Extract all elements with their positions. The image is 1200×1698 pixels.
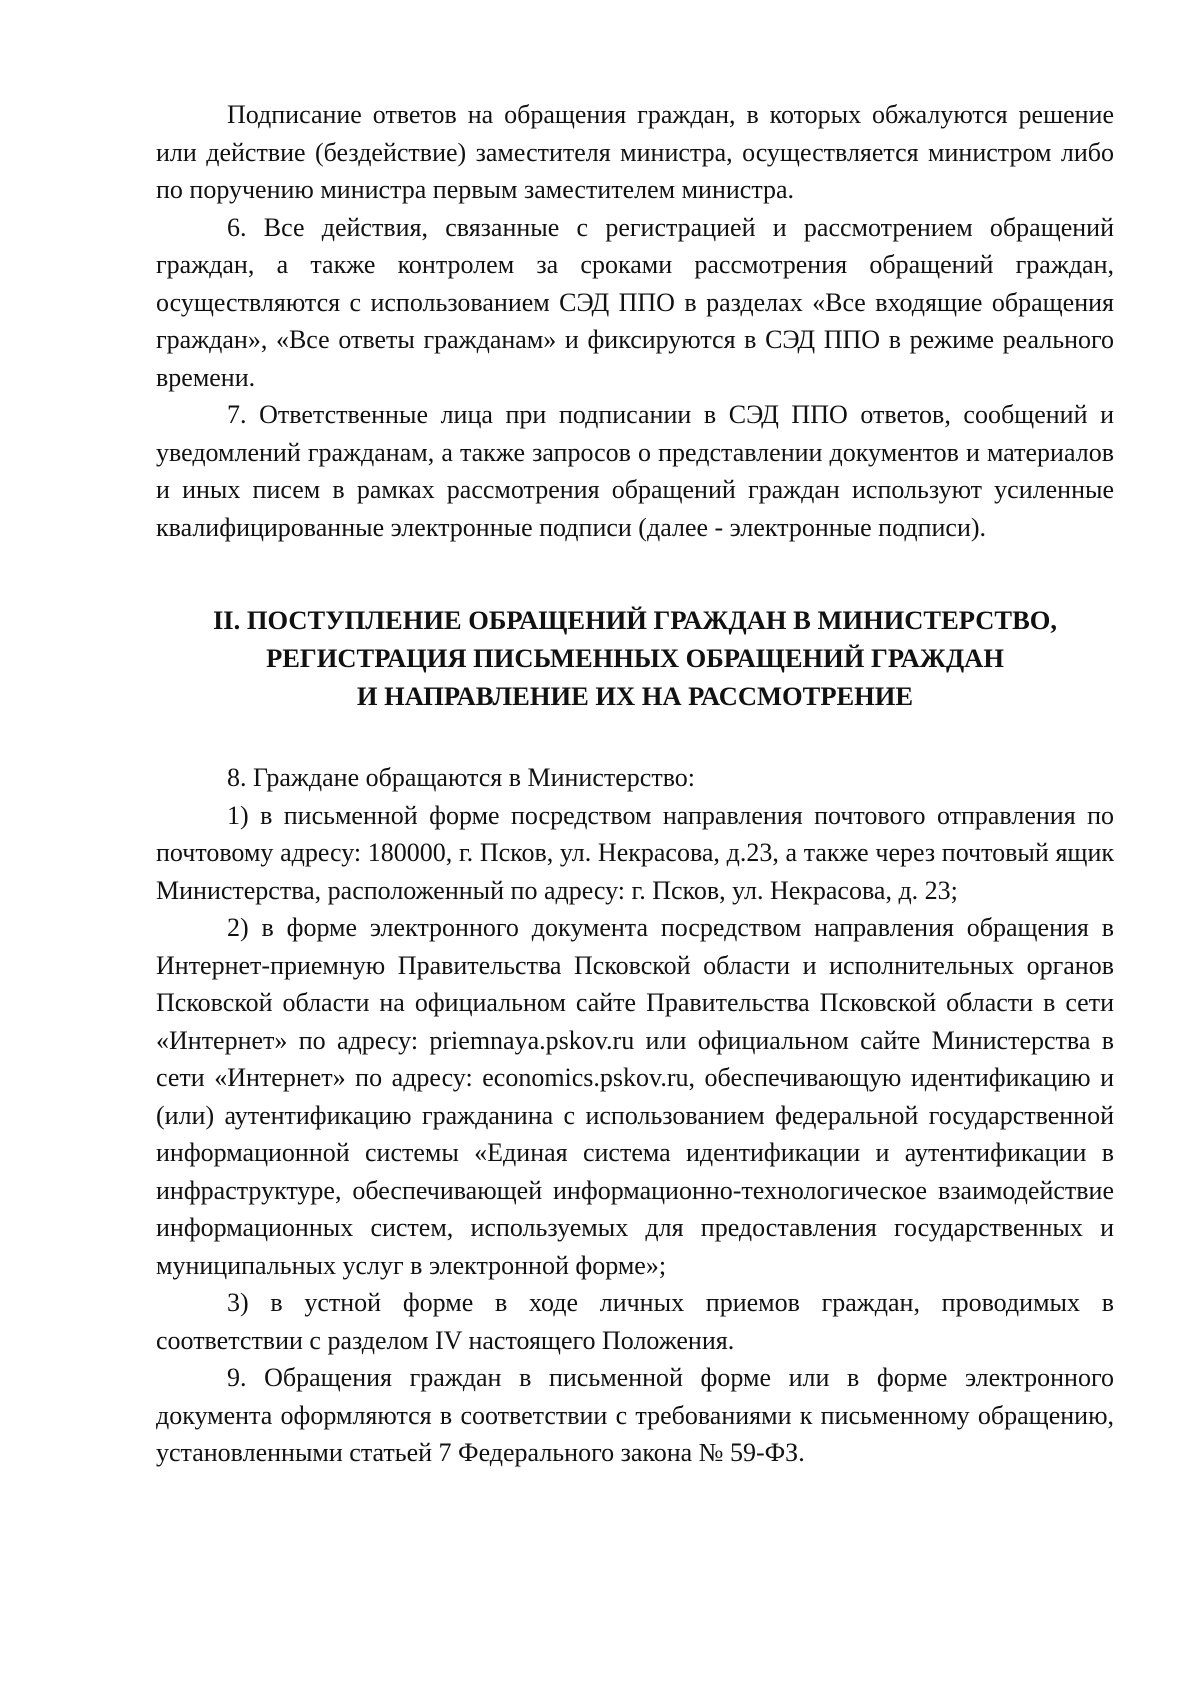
section-heading-line-2: РЕГИСТРАЦИЯ ПИСЬМЕННЫХ ОБРАЩЕНИЙ ГРАЖДАН <box>266 643 1004 673</box>
paragraph-signing-answers: Подписание ответов на обращения граждан, в которых обжалуются решение или действие (бездействие) заместителя министра, осуществляется министром либо по поручению министра первым заместителем министра. <box>156 100 1114 204</box>
paragraph-8-item-2: 2) в форме электронного документа посредством направления обращения в Интернет-приемную Правительства Псковской области и исполнительных органов Псковской области на официальном сайте Правительства Псковской области в сети «Интернет» по адресу: priemnaya.pskov.ru или официальном сайте Министерства в сети «Интернет» по адресу: economics.pskov.ru, обеспечивающую идентификацию и (или) аутентификацию гражданина с использованием федеральной государственной информационной системы «Единая система идентификации и аутентификации в инфраструктуре, обеспечивающей информационно-технологическое взаимодействие информационных систем, используемых для предоставления государственных и муниципальных услуг в электронной форме»; <box>156 913 1114 1280</box>
paragraph-6: 6. Все действия, связанные с регистрацией и рассмотрением обращений граждан, а также контролем за сроками рассмотрения обращений граждан, осуществляются с использованием СЭД ППО в разделах «Все входящие обращения граждан», «Все ответы гражданам» и фиксируются в СЭД ППО в режиме реального времени. <box>156 212 1114 392</box>
section-heading-line-3: И НАПРАВЛЕНИЕ ИХ НА РАССМОТРЕНИЕ <box>356 681 914 711</box>
section-heading-line-1: II. ПОСТУПЛЕНИЕ ОБРАЩЕНИЙ ГРАЖДАН В МИНИСТЕРСТВО, <box>212 605 1058 635</box>
paragraph-8-item-1: 1) в письменной форме посредством направления почтового отправления по почтовому адресу: 180000, г. Псков, ул. Некрасова, д.23, а также через почтовый ящик Министерства, расположенный по адресу: г. Псков, ул. Некрасова, д. 23; <box>156 800 1114 905</box>
paragraph-8: 8. Граждане обращаются в Министерство: <box>227 763 696 792</box>
paragraph-8-item-3: 3) в устной форме в ходе личных приемов граждан, проводимых в соответствии с разделом IV настоящего Положения. <box>156 1288 1114 1355</box>
paragraph-9: 9. Обращения граждан в письменной форме или в форме электронного документа оформляются в соответствии с требованиями к письменному обращению, установленными статьей 7 Федерального закона № 59-ФЗ. <box>156 1363 1114 1467</box>
section-heading <box>156 601 1114 715</box>
document-page <box>156 96 1114 1472</box>
paragraph-7: 7. Ответственные лица при подписании в СЭД ППО ответов, сообщений и уведомлений гражданам, а также запросов о представлении документов и материалов и иных писем в рамках рассмотрения обращений граждан используют усиленные квалифицированные электронные подписи (далее - электронные подписи). <box>156 400 1114 542</box>
